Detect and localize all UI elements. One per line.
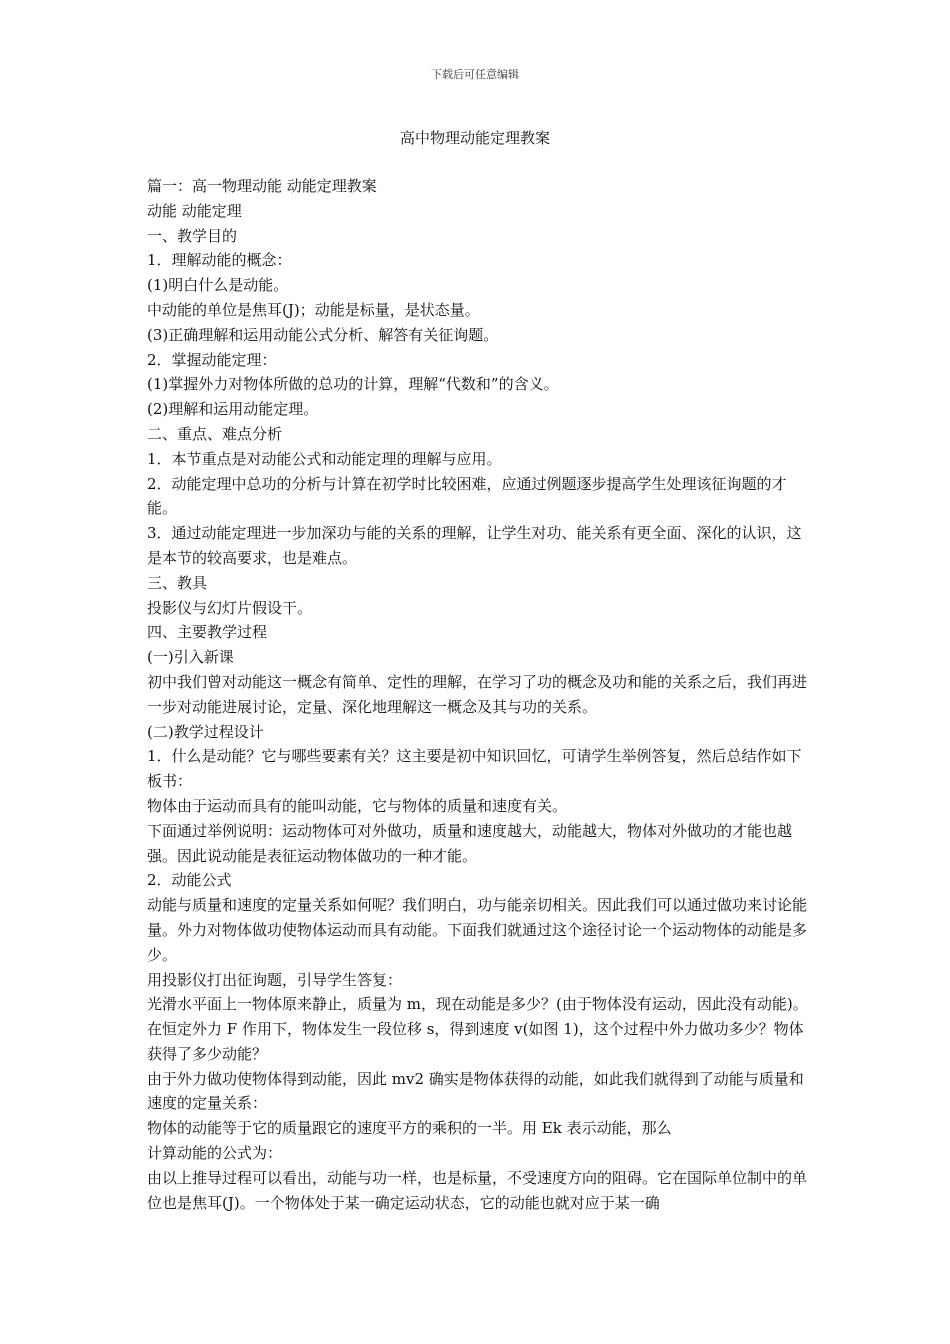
page-header: 下载后可任意编辑 xyxy=(431,68,519,81)
paragraph: (1)明白什么是动能。 xyxy=(147,276,289,295)
paragraph: (1)掌握外力对物体所做的总功的计算，理解“代数和”的含义。 xyxy=(147,375,559,394)
paragraph: 物体由于运动而具有的能叫动能，它与物体的质量和速度有关。 xyxy=(147,796,568,815)
paragraph: (3)正确理解和运用动能公式分析、解答有关征询题。 xyxy=(147,325,499,344)
paragraph: (2)理解和运用动能定理。 xyxy=(147,400,319,419)
paragraph: 投影仪与幻灯片假设干。 xyxy=(147,598,313,617)
paragraph: 2．动能定理中总功的分析与计算在初学时比较困难，应通过例题逐步提高学生处理该征询题的才能。 xyxy=(147,474,787,518)
paragraph: 四、主要教学过程 xyxy=(147,623,268,642)
paragraph: 初中我们曾对动能这一概念有简单、定性的理解，在学习了功的概念及功和能的关系之后，我们再进一步对动能进展讨论，定量、深化地理解这一概念及其与功的关系。 xyxy=(147,672,808,716)
paragraph: 动能与质量和速度的定量关系如何呢？我们明白，功与能亲切相关。因此我们可以通过做功来讨论能量。外力对物体做功使物体运动而具有动能。下面我们就通过这个途径讨论一个运动物体的动能是多少。 xyxy=(147,896,808,964)
paragraph: 三、教具 xyxy=(147,573,208,592)
paragraph: 物体的动能等于它的质量跟它的速度平方的乘积的一半。用 Ek 表示动能，那么 xyxy=(147,1119,672,1138)
paragraph: 用投影仪打出征询题，引导学生答复： xyxy=(147,970,403,989)
paragraph: 2．动能公式 xyxy=(147,871,232,890)
paragraph: 1．理解动能的概念： xyxy=(147,251,292,270)
paragraph: 2．掌握动能定理： xyxy=(147,350,277,369)
paragraph: 计算动能的公式为： xyxy=(147,1144,283,1163)
paragraph: 1．本节重点是对动能公式和动能定理的理解与应用。 xyxy=(147,449,502,468)
paragraph: 一、教学目的 xyxy=(147,226,238,245)
paragraph: (一)引入新课 xyxy=(147,648,234,667)
paragraph: (二)教学过程设计 xyxy=(147,722,264,741)
paragraph: 动能 动能定理 xyxy=(147,201,242,220)
document-title: 高中物理动能定理教案 xyxy=(399,129,550,147)
paragraph: 由于外力做功使物体得到动能，因此 mv2 确实是物体获得的动能，如此我们就得到了动能与质量和速度的定量关系： xyxy=(147,1069,804,1113)
paragraph: 1．什么是动能？它与哪些要素有关？这主要是初中知识回忆，可请学生举例答复，然后总结作如下板书： xyxy=(147,747,802,791)
document-body xyxy=(147,174,811,1215)
paragraph: 光滑水平面上一物体原来静止，质量为 m，现在动能是多少？(由于物体没有运动，因此没有动能)。在恒定外力 F 作用下，物体发生一段位移 s，得到速度 v(如图 1)，这个过程中外力做功多少？物体获得了多少动能？ xyxy=(147,995,808,1063)
paragraph: 由以上推导过程可以看出，动能与功一样，也是标量，不受速度方向的阻碍。它在国际单位制中的单位也是焦耳(J)。一个物体处于某一确定运动状态，它的动能也就对应于某一确 xyxy=(147,1168,808,1212)
paragraph: 二、重点、难点分析 xyxy=(147,424,283,443)
paragraph: 3．通过动能定理进一步加深功与能的关系的理解，让学生对功、能关系有更全面、深化的认识，这是本节的较高要求，也是难点。 xyxy=(147,524,802,567)
paragraph: 中动能的单位是焦耳(J)；动能是标量，是状态量。 xyxy=(147,300,480,319)
paragraph: 篇一：高一物理动能 动能定理教案 xyxy=(147,177,377,195)
paragraph: 下面通过举例说明：运动物体可对外做功，质量和速度越大，动能越大，物体对外做功的才能也越强。因此说动能是表征运动物体做功的一种才能。 xyxy=(147,821,793,865)
